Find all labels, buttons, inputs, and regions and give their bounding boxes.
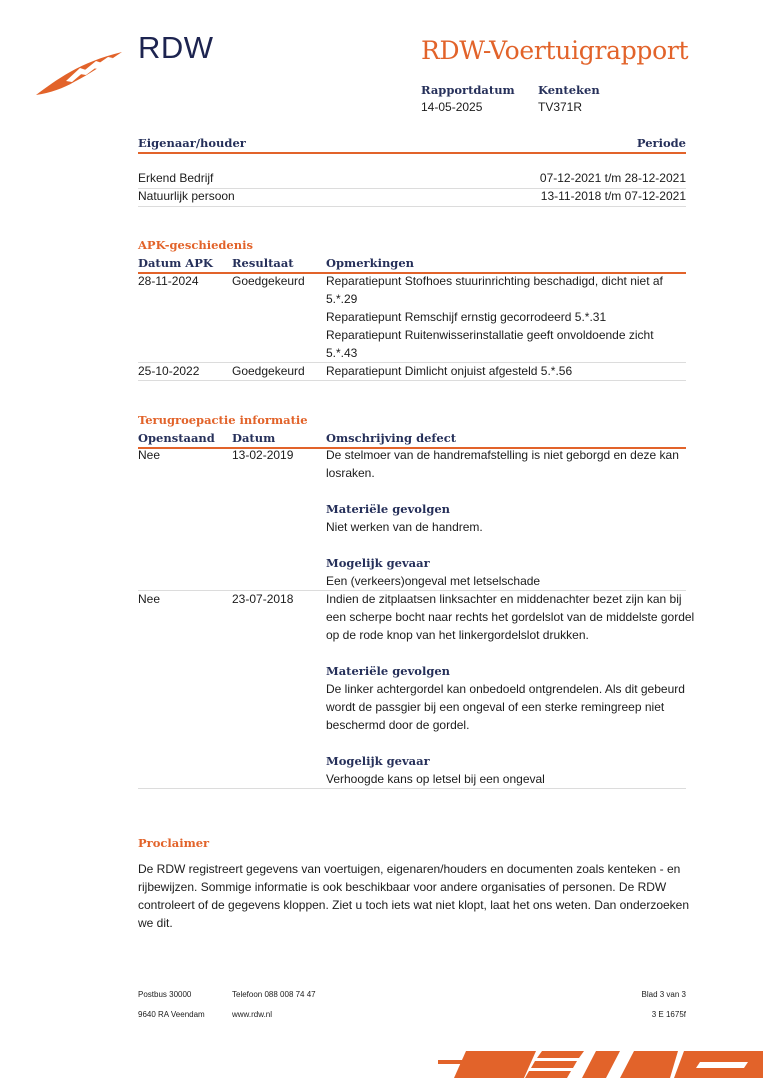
recall-section-title: Terugroepactie informatie: [138, 413, 308, 427]
apk-result-header: Resultaat: [232, 256, 294, 270]
recall-row-2-consequences-line: beschermd door de gordel.: [326, 718, 470, 732]
recall-row-2-desc-line: op de rode knop van het linkergordelslot drukken.: [326, 628, 589, 642]
owners-header-rule: [138, 152, 686, 154]
proclaimer-text-line: we dit.: [138, 916, 173, 930]
owner-row-2-owner: Natuurlijk persoon: [138, 189, 235, 203]
owner-column-header: Eigenaar/houder: [138, 136, 246, 150]
footer-phone: Telefoon 088 008 74 47: [232, 990, 316, 999]
apk-section-title: APK-geschiedenis: [138, 238, 253, 252]
apk-row-1-result: Goedgekeurd: [232, 274, 305, 288]
recall-row-1-desc-line: De stelmoer van de handremafstelling is niet geborgd en deze kan: [326, 448, 679, 462]
proclaimer-text-line: controleert of de gegevens kloppen. Ziet u toch iets wat niet klopt, laat het ons weten. Dan onderzoeken: [138, 898, 690, 912]
footer-website-link[interactable]: www.rdw.nl: [232, 1010, 273, 1019]
footer-address: 9640 RA Veendam: [138, 1010, 205, 1019]
period-column-header: Periode: [636, 136, 686, 150]
apk-date-header: Datum APK: [138, 256, 213, 270]
proclaimer-text-line: rijbewijzen. Sommige informatie is ook beschikbaar voor andere organisaties of personen. De RDW: [138, 880, 667, 894]
recall-row-2-consequences-label: Materiële gevolgen: [326, 664, 451, 678]
apk-row-1-remark-line: Reparatiepunt Ruitenwisserinstallatie geeft onvoldoende zicht: [326, 328, 654, 342]
recall-row-2-consequences-line: De linker achtergordel kan onbedoeld ontgrendelen. Als dit gebeurd: [326, 682, 685, 696]
apk-row-1-remark-line: 5.*.29: [326, 292, 358, 306]
recall-row-2-desc-line: Indien de zitplaatsen linksachter en middenachter bezet zijn kan bij: [326, 592, 682, 606]
apk-row-1-remark-line: 5.*.43: [326, 346, 358, 360]
footer-document-code: 3 E 1675f: [651, 1010, 686, 1019]
apk-row-1-remark-line: Reparatiepunt Remschijf ernstig gecorrodeerd 5.*.31: [326, 310, 607, 324]
apk-row-1-remark-line: Reparatiepunt Stofhoes stuurinrichting beschadigd, dicht niet af: [326, 274, 663, 288]
apk-table-end-rule: [138, 380, 686, 381]
rdw-stripes-icon: [438, 1048, 763, 1080]
recall-row-1-desc-line: losraken.: [326, 466, 375, 480]
apk-row-2-date: 25-10-2022: [138, 364, 200, 378]
apk-row-1-date: 28-11-2024: [138, 274, 199, 288]
recall-row-2-date: 23-07-2018: [232, 592, 294, 606]
document-title: RDW-Voertuigrapport: [421, 36, 689, 65]
recall-row-2-open: Nee: [138, 592, 161, 606]
proclaimer-text-line: De RDW registreert gegevens van voertuigen, eigenaren/houders en documenten zoals kenteken - en: [138, 862, 681, 876]
recall-description-header: Omschrijving defect: [326, 431, 457, 445]
recall-date-header: Datum: [232, 431, 276, 445]
report-date-label: Rapportdatum: [421, 83, 515, 97]
recall-row-1-open: Nee: [138, 448, 161, 462]
footer-page-number: Blad 3 van 3: [641, 990, 686, 999]
recall-table-end-rule: [138, 788, 686, 789]
recall-row-2-consequences-line: wordt de passgier bij een ongeval of een sterke remingreep niet: [326, 700, 665, 714]
recall-row-1-danger-label: Mogelijk gevaar: [326, 556, 430, 570]
recall-row-1-consequences-line: Niet werken van de handrem.: [326, 520, 483, 534]
license-plate-value: TV371R: [538, 100, 583, 114]
apk-row-2-remark-line: Reparatiepunt Dimlicht onjuist afgesteld 5.*.56: [326, 364, 573, 378]
recall-row-2-desc-line: een scherpe bocht naar rechts het gordelslot van de middelste gordel: [326, 610, 695, 624]
footer-postbus: Postbus 30000: [138, 990, 192, 999]
brand-name: RDW: [138, 30, 214, 65]
recall-row-2-danger-line: Verhoogde kans op letsel bij een ongeval: [326, 772, 545, 786]
apk-remarks-header: Opmerkingen: [326, 256, 415, 270]
proclaimer-title: Proclaimer: [138, 836, 210, 850]
rdw-logo-icon: [34, 48, 126, 98]
license-plate-label: Kenteken: [538, 83, 600, 97]
recall-row-1-danger-line: Een (verkeers)ongeval met letselschade: [326, 574, 541, 588]
report-date-value: 14-05-2025: [421, 100, 483, 114]
owner-row-2-period: 13-11-2018 t/m 07-12-2021: [540, 189, 686, 203]
apk-row-2-result: Goedgekeurd: [232, 364, 305, 378]
recall-row-1-consequences-label: Materiële gevolgen: [326, 502, 451, 516]
owner-table-end-rule: [138, 206, 686, 207]
recall-row-2-danger-label: Mogelijk gevaar: [326, 754, 430, 768]
recall-open-header: Openstaand: [138, 431, 215, 445]
owner-row-1-owner: Erkend Bedrijf: [138, 171, 214, 185]
recall-row-1-date: 13-02-2019: [232, 448, 294, 462]
owner-row-1-period: 07-12-2021 t/m 28-12-2021: [539, 171, 686, 185]
